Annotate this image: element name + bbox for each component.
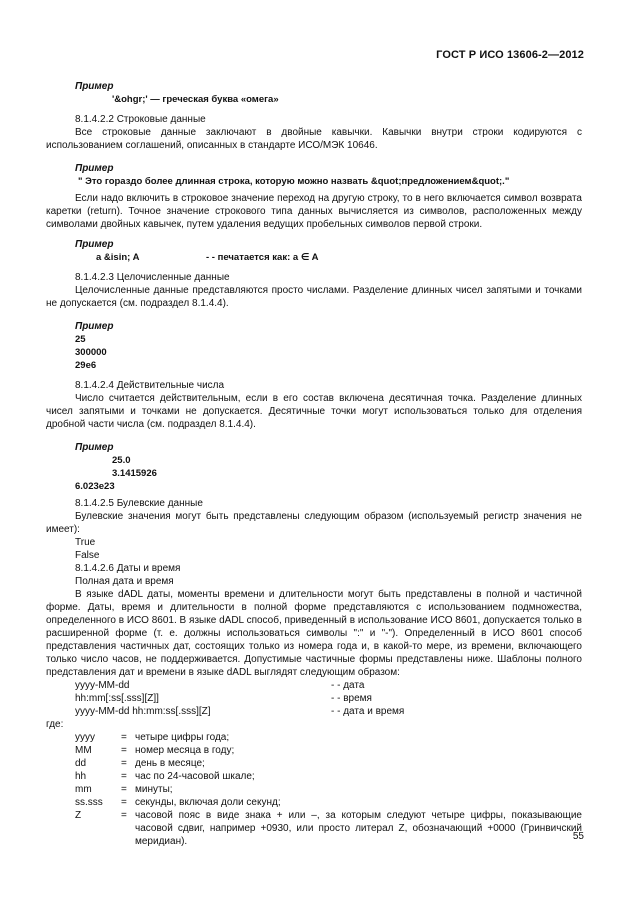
definition-eq: = <box>121 732 127 743</box>
where-label: где: <box>46 719 64 730</box>
real-value: 25.0 <box>112 455 131 466</box>
format-pattern: yyyy-MM-dd <box>75 680 130 691</box>
heading-integers: 8.1.4.2.3 Целочисленные данные <box>75 272 230 283</box>
definition-value: минуты; <box>135 784 173 795</box>
heading-strings: 8.1.4.2.2 Строковые данные <box>75 114 206 125</box>
definition-row <box>46 731 582 744</box>
example-isin-row <box>96 251 582 264</box>
format-comment: - - время <box>331 693 372 704</box>
int-value: 25 <box>75 334 86 345</box>
definition-row <box>46 809 582 848</box>
example-label: Пример <box>75 442 114 453</box>
definition-eq: = <box>121 797 127 808</box>
definition-eq: = <box>121 758 127 769</box>
definition-eq: = <box>121 784 127 795</box>
definition-row <box>46 770 582 783</box>
definition-key: ss.sss <box>75 797 103 808</box>
definition-key: dd <box>75 758 87 769</box>
definition-row <box>46 744 582 757</box>
subheading-full-date: Полная дата и время <box>75 576 174 587</box>
example-isin-code: a &isin; A <box>96 252 140 263</box>
int-value: 300000 <box>75 347 107 358</box>
heading-reals: 8.1.4.2.4 Действительные числа <box>75 380 225 391</box>
definition-value: день в месяце; <box>135 758 205 769</box>
example-label: Пример <box>75 239 114 250</box>
format-row <box>75 679 582 692</box>
int-value: 29e6 <box>75 360 97 371</box>
para-integers: Целочисленные данные представляются просто числами. Разделение длинных чисел запятыми и точками не допускается (см. подраздел 8.1.4.4). <box>46 285 582 309</box>
definition-row <box>46 757 582 770</box>
definition-value: четыре цифры года; <box>135 732 230 743</box>
definition-value: секунды, включая доли секунд; <box>135 797 281 808</box>
format-pattern: yyyy-MM-dd hh:mm:ss[.sss][Z] <box>75 706 211 717</box>
para-reals: Число считается действительным, если в его состав включена десятичная точка. Разделение длинных чисел запятыми и точками не допускается. Десятичные точки могут использоваться только для отделения дробной части числа (см. подраздел 8.1.4.4). <box>46 393 582 430</box>
para-string-newline: Если надо включить в строковое значение переход на другую строку, то в него включается символ возврата каретки (return). Точное значение строкового типа данных вычисляется из символов, расположенных между символами двойных кавычек, путем удаления ведущих пробельных символов первой строки. <box>46 193 582 230</box>
format-comment: - - дата <box>331 680 365 691</box>
real-value: 3.1415926 <box>112 468 157 479</box>
para-dates: В языке dADL даты, моменты времени и длительности могут быть представлены в полной и частичной форме. Даты, время и длительности в полной форме представляются с использованием подмножества, определенного в ИСО 8601. В языке dADL способ, приведенный в использование ИСО 8601, допускается только в расширенной форме (т. е. должны использоваться символы ":" и "-"). Определенный в ИСО 8601 способ представления частичных дат, состоящих только из номера года и, в какой-то мере, из времени, включающего только число часов, не поддерживается. Допустимые частичные формы представлены ниже. Шаблоны полного представления дат и времени в языке dADL выглядят следующим образом: <box>46 589 582 678</box>
real-value: 6.023e23 <box>75 481 115 492</box>
definition-row <box>46 796 582 809</box>
boolean-true: True <box>75 537 96 548</box>
definition-value: час по 24-часовой шкале; <box>135 771 255 782</box>
page-content <box>46 80 582 848</box>
example-isin-result: - - печатается как: a ∈ A <box>206 252 319 263</box>
example-label: Пример <box>75 163 114 174</box>
definition-eq: = <box>121 810 127 821</box>
definitions-list <box>46 731 582 848</box>
format-row <box>75 705 582 718</box>
definition-row <box>46 783 582 796</box>
standard-header: ГОСТ Р ИСО 13606-2—2012 <box>436 49 584 61</box>
definition-key: yyyy <box>75 732 95 743</box>
definition-key: hh <box>75 771 87 782</box>
example-label: Пример <box>75 81 114 92</box>
definition-eq: = <box>121 745 127 756</box>
format-comment: - - дата и время <box>331 706 405 717</box>
para-booleans: Булевские значения могут быть представлены следующим образом (используемый регистр значения не имеет): <box>46 511 582 535</box>
definition-key: mm <box>75 784 92 795</box>
definition-eq: = <box>121 771 127 782</box>
example-omega: '&ohgr;' — греческая буква «омега» <box>112 94 279 105</box>
definition-value: часовой пояс в виде знака + или –, за которым следуют четыре цифры, показывающие часовой сдвиг, например +0930, или просто литерал Z, обозначающий +0000 (Гринвичский меридиан). <box>135 810 582 847</box>
example-label: Пример <box>75 321 114 332</box>
definition-key: MM <box>75 745 92 756</box>
definition-value: номер месяца в году; <box>135 745 235 756</box>
heading-booleans: 8.1.4.2.5 Булевские данные <box>75 498 203 509</box>
format-pattern: hh:mm[:ss[.sss][Z]] <box>75 693 159 704</box>
definition-key: Z <box>75 810 82 821</box>
boolean-false: False <box>75 550 100 561</box>
heading-dates: 8.1.4.2.6 Даты и время <box>75 563 181 574</box>
para-strings: Все строковые данные заключают в двойные кавычки. Кавычки внутри строки кодируются с использованием соглашений, описанных в стандарте ИСО/МЭК 10646. <box>46 127 582 151</box>
page-number: 55 <box>572 831 584 842</box>
format-row <box>75 692 582 705</box>
example-long-string: " Это гораздо более длинная строка, которую можно назвать &quot;предложением&quot;." <box>78 176 510 187</box>
